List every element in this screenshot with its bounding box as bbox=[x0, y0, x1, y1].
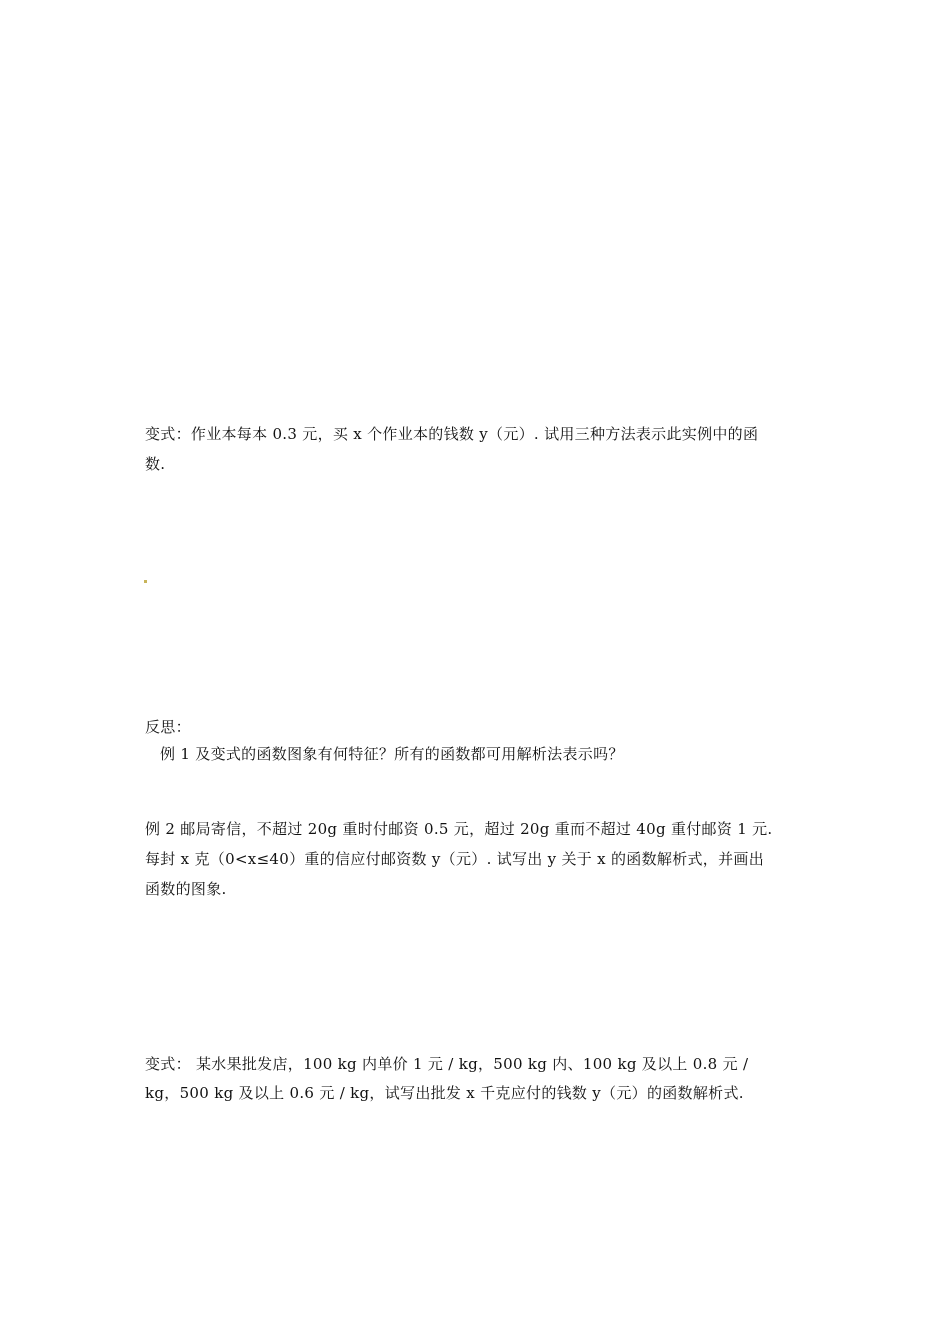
stray-dot bbox=[144, 580, 147, 583]
example2-line3: 函数的图象. bbox=[145, 880, 227, 898]
variant2-line1: 变式： 某水果批发店，100 kg 内单价 1 元 / kg，500 kg 内、100 kg 及以上 0.8 元 / bbox=[145, 1055, 749, 1073]
reflection-heading: 反思： bbox=[145, 718, 191, 736]
variant1-line1: 变式：作业本每本 0.3 元，买 x 个作业本的钱数 y（元）. 试用三种方法表示此实例中的函 bbox=[145, 425, 759, 443]
reflection-question: 例 1 及变式的函数图象有何特征？所有的函数都可用解析法表示吗？ bbox=[160, 745, 624, 763]
variant1-line2: 数. bbox=[145, 455, 166, 473]
example2-line2: 每封 x 克（0<x≤40）重的信应付邮资数 y（元）. 试写出 y 关于 x 的函数解析式，并画出 bbox=[145, 850, 765, 868]
variant2-line2: kg，500 kg 及以上 0.6 元 / kg，试写出批发 x 千克应付的钱数 y（元）的函数解析式. bbox=[145, 1084, 744, 1102]
example2-line1: 例 2 邮局寄信，不超过 20g 重时付邮资 0.5 元，超过 20g 重而不超过 40g 重付邮资 1 元. bbox=[145, 820, 773, 838]
